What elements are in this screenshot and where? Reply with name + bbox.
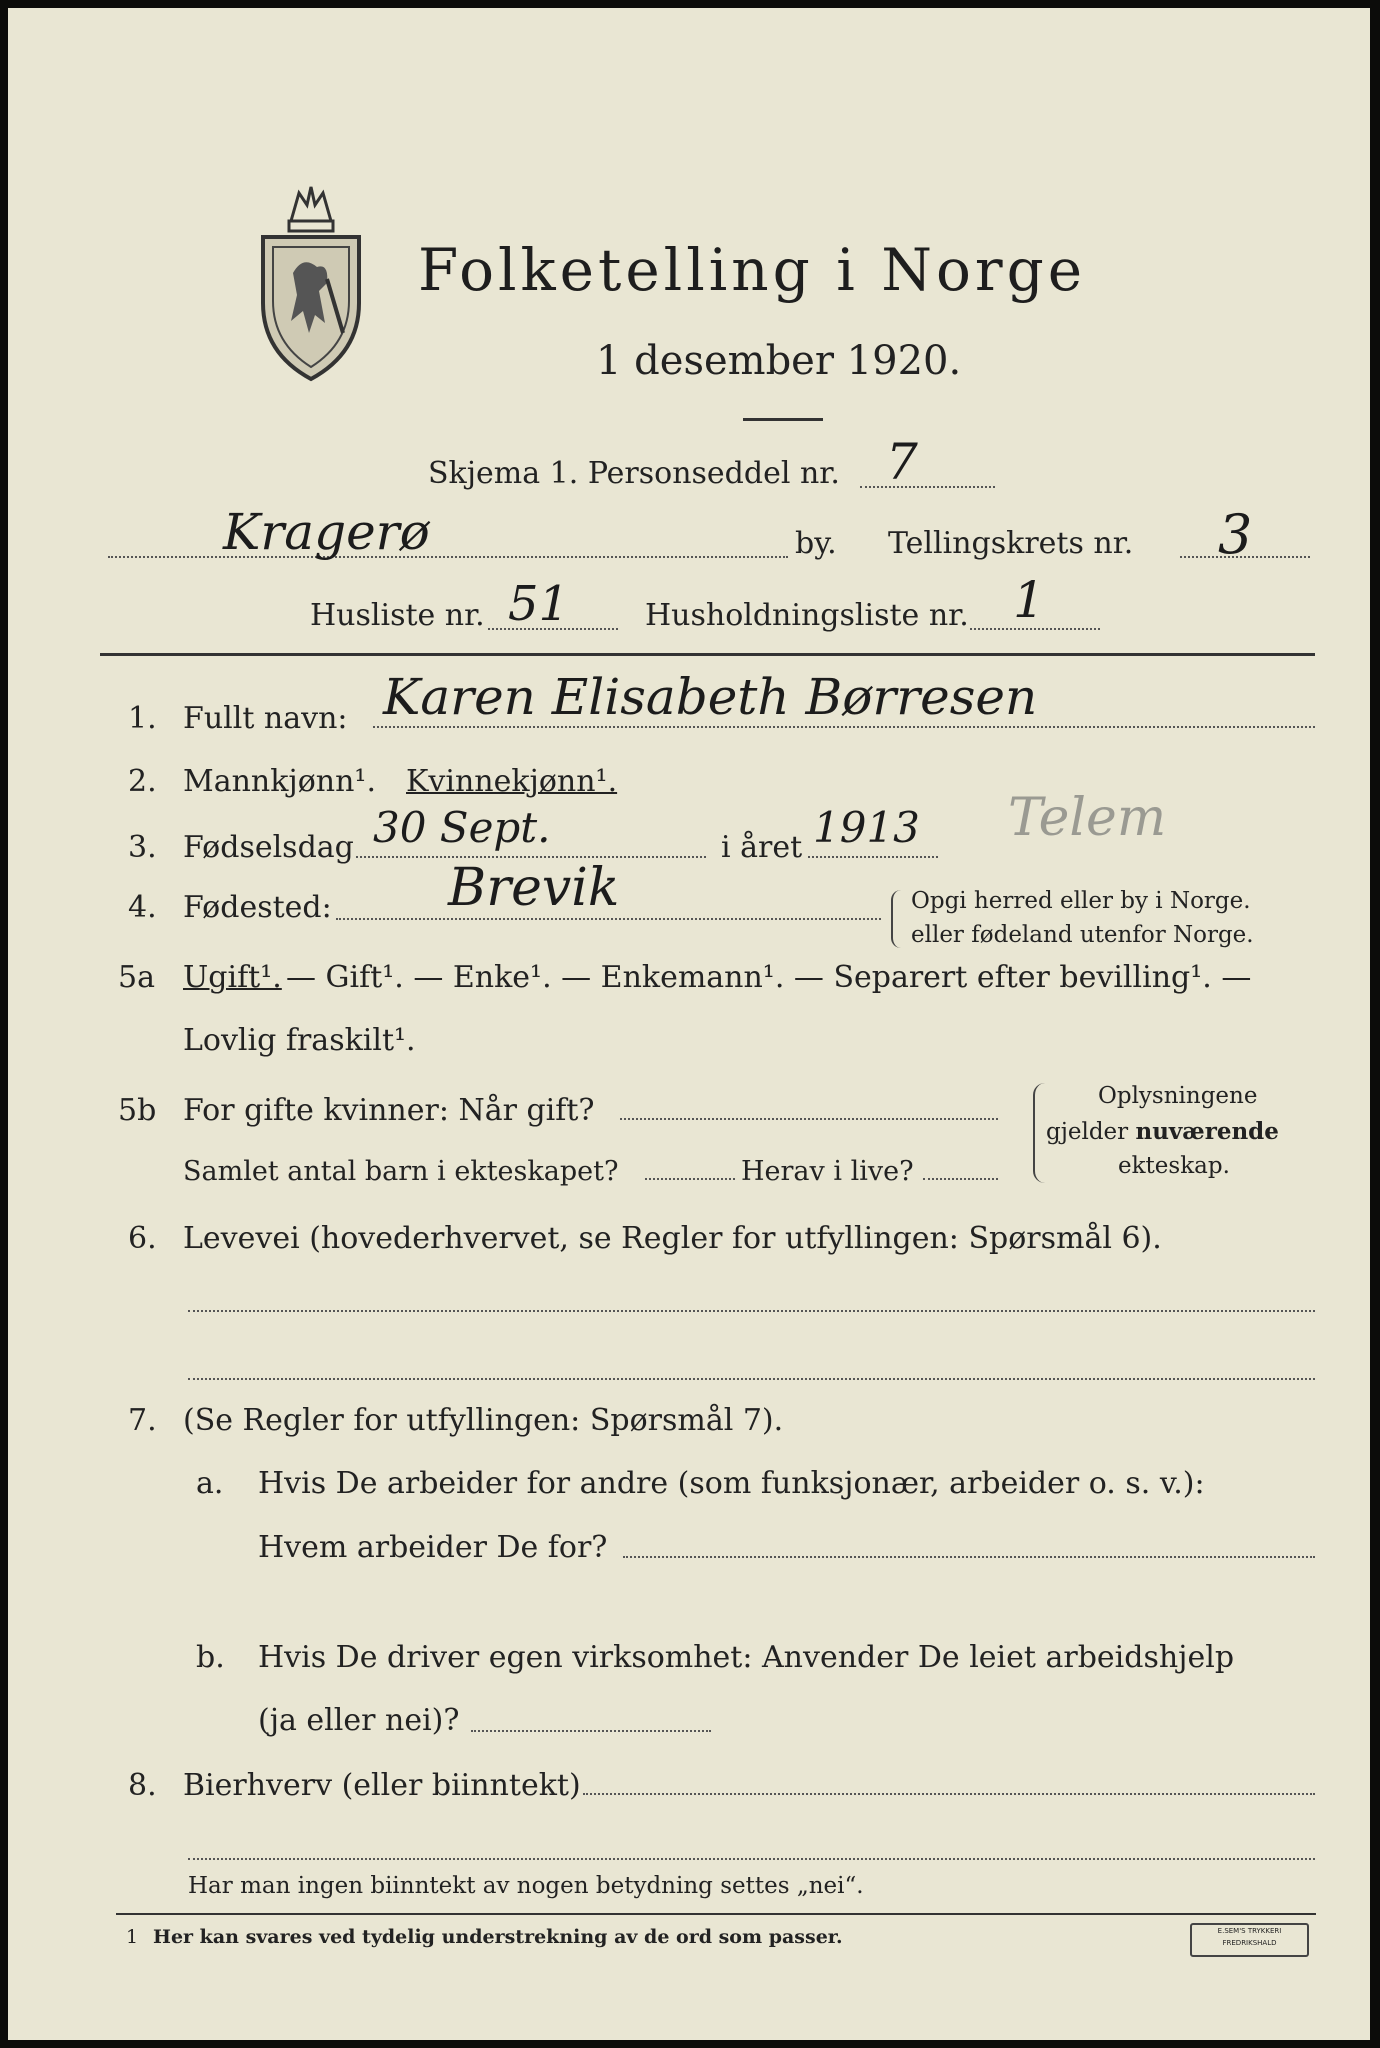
q5b-note-line2a: gjelder <box>1046 1119 1136 1145</box>
q4-note-line1: Opgi herred eller by i Norge. <box>911 888 1251 914</box>
q7a-line2: Hvem arbeider De for? <box>258 1530 608 1565</box>
q5b-line2b: Herav i live? <box>741 1156 914 1187</box>
q8-label: Bierhverv (eller biinntekt) <box>183 1768 581 1803</box>
q5b-note-line1: Oplysningene <box>1098 1083 1258 1109</box>
q3-year-answer: 1913 <box>813 803 920 852</box>
title-rule <box>743 418 823 421</box>
q2-mann: Mannkjønn¹. <box>183 764 376 799</box>
q1-answer: Karen Elisabeth Børresen <box>383 668 1038 726</box>
q5a-options: — Gift¹. — Enke¹. — Enkemann¹. — Separert efter bevilling¹. — <box>286 960 1252 995</box>
footnote-text: Her kan svares ved tydelig understrekning av de ord som passer. <box>153 1926 843 1948</box>
q1-number: 1. <box>128 701 157 736</box>
q3-year-label: i året <box>721 830 803 865</box>
q4-note-brace <box>891 890 903 948</box>
q1-label: Fullt navn: <box>183 701 348 736</box>
q4-label: Fødested: <box>183 890 332 925</box>
q5b-line2a: Samlet antal barn i ekteskapet? <box>183 1156 619 1187</box>
q3-date-answer: 30 Sept. <box>373 803 551 852</box>
q3-number: 3. <box>128 830 157 865</box>
census-form <box>8 8 1370 2040</box>
footer-note: Har man ingen biinntekt av nogen betydning settes „nei“. <box>188 1873 864 1899</box>
q5b-note-line3: ekteskap. <box>1118 1153 1230 1179</box>
q7a-letter: a. <box>196 1466 224 1501</box>
q3-margin-note: Telem <box>1008 788 1167 848</box>
husliste-label: Husliste nr. <box>310 598 485 633</box>
q2-number: 2. <box>128 764 157 799</box>
q2-kvinne-selected: Kvinnekjønn¹. <box>406 764 618 799</box>
husholdning-number: 1 <box>1013 571 1045 629</box>
q8-number: 8. <box>128 1768 157 1803</box>
q6-number: 6. <box>128 1221 157 1256</box>
header-divider <box>100 653 1315 656</box>
q3-label: Fødselsdag <box>183 830 354 865</box>
q5b-note-brace <box>1033 1083 1045 1183</box>
q8-field-1[interactable] <box>583 1793 1315 1795</box>
skjema-label: Skjema 1. Personseddel nr. <box>428 456 840 491</box>
q7b-line2: (ja eller nei)? <box>258 1703 460 1738</box>
q5b-number: 5b <box>118 1093 157 1128</box>
q7b-line1: Hvis De driver egen virksomhet: Anvender De leiet arbeidshjelp <box>258 1640 1235 1675</box>
q6-label: Levevei (hovederhvervet, se Regler for utfyllingen: Spørsmål 6). <box>183 1221 1162 1256</box>
q4-note-line2: eller fødeland utenfor Norge. <box>911 922 1254 948</box>
personseddel-number: 7 <box>886 433 918 491</box>
q7b-letter: b. <box>196 1640 225 1675</box>
q7a-field[interactable] <box>623 1556 1315 1558</box>
husliste-number: 51 <box>508 576 570 632</box>
q5b-label: For gifte kvinner: Når gift? <box>183 1093 595 1128</box>
q3-year-field[interactable] <box>808 856 938 858</box>
q5a-line2: Lovlig fraskilt¹. <box>183 1023 416 1058</box>
q5b-when-field[interactable] <box>620 1118 998 1120</box>
norway-coat-of-arms-icon <box>251 183 371 383</box>
printer-line1: E.SEM'S TRYKKERI <box>1217 1927 1282 1935</box>
q5b-note-line2 <box>1046 1118 1279 1145</box>
q5b-children-field[interactable] <box>645 1178 735 1180</box>
q7a-line1: Hvis De arbeider for andre (som funksjonær, arbeider o. s. v.): <box>258 1466 1205 1501</box>
q5a-number: 5a <box>118 960 155 995</box>
q6-field-2[interactable] <box>188 1378 1315 1380</box>
q4-answer: Brevik <box>448 858 620 918</box>
footnote-rule <box>116 1913 1316 1915</box>
q5b-alive-field[interactable] <box>923 1178 998 1180</box>
city-field[interactable] <box>108 556 788 558</box>
city-handwritten: Kragerø <box>223 503 430 561</box>
by-label: by. <box>795 526 837 561</box>
q7-number: 7. <box>128 1403 157 1438</box>
q5a-ugift-selected: Ugift¹. <box>183 960 282 995</box>
q4-field[interactable] <box>336 918 881 920</box>
census-date: 1 desember 1920. <box>596 338 962 384</box>
tellingskrets-number: 3 <box>1218 503 1253 566</box>
tellingskrets-label: Tellingskrets nr. <box>888 526 1134 561</box>
husholdning-label: Husholdningsliste nr. <box>645 598 969 633</box>
q4-number: 4. <box>128 890 157 925</box>
printer-mark <box>1190 1923 1309 1957</box>
printer-line2: FREDRIKSHALD <box>1222 1939 1277 1947</box>
q1-field[interactable] <box>373 726 1315 728</box>
q7-label: (Se Regler for utfyllingen: Spørsmål 7). <box>183 1403 784 1438</box>
personseddel-field[interactable] <box>860 486 995 488</box>
q7b-field[interactable] <box>471 1730 711 1732</box>
q5b-note-line2b: nuværende <box>1135 1118 1279 1145</box>
footnote-number: 1 <box>126 1926 139 1948</box>
form-title: Folketelling i Norge <box>418 236 1087 304</box>
q6-field-1[interactable] <box>188 1310 1315 1312</box>
q8-field-2[interactable] <box>188 1858 1315 1860</box>
